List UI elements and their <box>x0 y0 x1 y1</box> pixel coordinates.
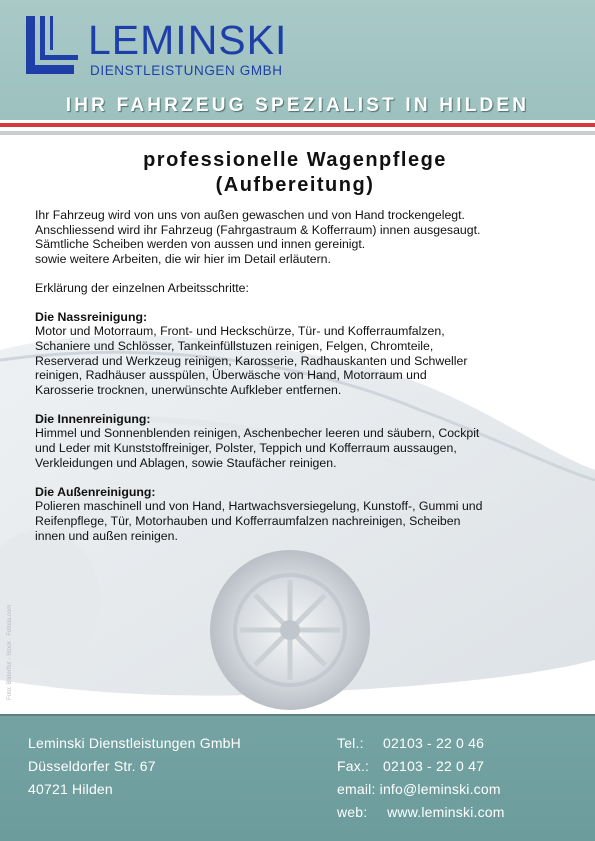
email-link[interactable]: info@leminski.com <box>379 781 501 797</box>
section-title-innenreinigung: Die Innenreinigung: <box>35 411 151 426</box>
footer-email <box>337 778 505 801</box>
red-divider <box>0 123 595 127</box>
footer-city: 40721 Hilden <box>28 781 113 797</box>
tel-value: 02103 - 22 0 46 <box>383 735 485 751</box>
footer-web <box>337 801 505 824</box>
footer-contact <box>337 732 505 824</box>
photo-credit: Foto: Bilderflut - Stock · Fotolia.com <box>7 604 13 700</box>
title-line-2: (Aufbereitung) <box>215 174 375 196</box>
brand-subtitle: DIENSTLEISTUNGEN GMBH <box>90 63 283 78</box>
section-line: Reserverad und Werkzeug reinigen, Karosserie, Radhauskanten und Schweller <box>35 353 468 368</box>
footer-fax <box>337 755 505 778</box>
title-line-1: professionelle Wagenpflege <box>143 149 447 171</box>
section-line: Schaniere und Schlösser, Tankeinfüllstuzen reinigen, Felgen, Chromteile, <box>35 338 434 353</box>
brand-name: LEMINSKI <box>88 17 288 63</box>
section-line: Verkleidungen und Ablagen, sowie Staufächer reinigen. <box>35 455 337 470</box>
steps-intro: Erklärung der einzelnen Arbeitsschritte: <box>35 280 249 295</box>
fax-label: Fax.: <box>337 758 370 774</box>
header-banner <box>0 0 595 120</box>
fax-value: 02103 - 22 0 47 <box>383 758 485 774</box>
section-line: innen und außen reinigen. <box>35 528 178 543</box>
email-label: email: <box>337 781 376 797</box>
section-line: Polieren maschinell und von Hand, Hartwachsversiegelung, Kunstoff-, Gummi und <box>35 499 483 514</box>
slogan: IHR FAHRZEUG SPEZIALIST IN HILDEN <box>65 95 530 116</box>
footer-tel <box>337 732 505 755</box>
web-link[interactable]: www.leminski.com <box>387 804 505 820</box>
section-line: Motor und Motorraum, Front- und Heckschürze, Tür- und Kofferraumfalzen, <box>35 324 445 339</box>
footer-divider <box>0 714 595 716</box>
section-line: Himmel und Sonnenblenden reinigen, Aschenbecher leeren und säubern, Cockpit <box>35 426 480 441</box>
intro-line: Ihr Fahrzeug wird von uns von außen gewaschen und von Hand trockengelegt. <box>35 208 465 222</box>
footer-address <box>28 732 241 801</box>
main-content <box>35 148 565 543</box>
section-line: und Leder mit Kunststoffreiniger, Polster, Teppich und Kofferraum aussaugen, <box>35 441 457 456</box>
web-label: web: <box>337 804 368 820</box>
tel-label: Tel.: <box>337 735 364 751</box>
gray-divider <box>0 131 595 135</box>
section-line: Karosserie trocknen, unerwünschte Aufkleber entfernen. <box>35 383 342 398</box>
section-line: Reifenpflege, Tür, Motorhauben und Kofferraumfalzen nachreinigen, Scheiben <box>35 513 461 528</box>
intro-line: sowie weitere Arbeiten, die wir hier im Detail erläutern. <box>35 252 331 267</box>
section-title-nassreinigung: Die Nassreinigung: <box>35 309 148 324</box>
intro-line: Anschliessend wird ihr Fahrzeug (Fahrgastraum & Kofferraum) innen ausgesaugt. <box>35 222 481 237</box>
footer-street: Düsseldorfer Str. 67 <box>28 758 156 774</box>
page-title <box>25 148 565 198</box>
intro-line: Sämtliche Scheiben werden von aussen und innen gereinigt. <box>35 237 366 252</box>
footer-company: Leminski Dienstleistungen GmbH <box>28 735 241 751</box>
leminski-logo-icon <box>24 16 84 82</box>
section-title-aussenreinigung: Die Außenreinigung: <box>35 484 156 499</box>
section-line: reinigen, Radhäuser ausspülen, Überwäsche von Hand, Motorraum und <box>35 368 427 383</box>
